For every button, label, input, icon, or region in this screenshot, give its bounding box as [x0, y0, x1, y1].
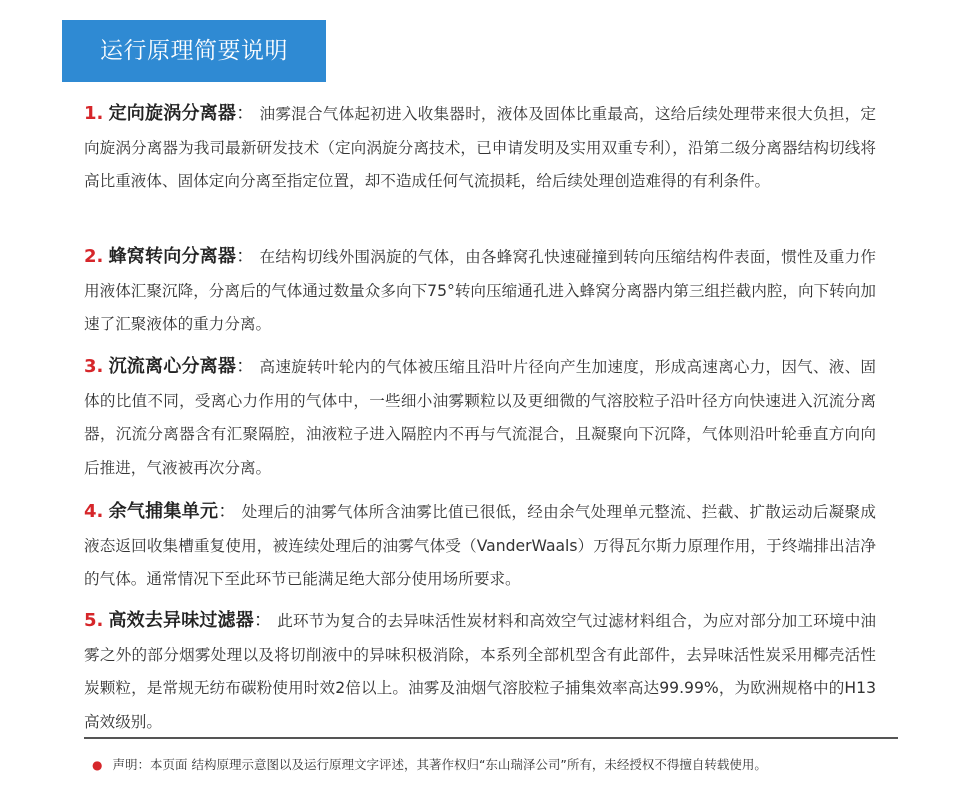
section-number: 1.: [84, 103, 104, 124]
section-body: 在结构切线外围涡旋的气体，由各蜂窝孔快速碰撞到转向压缩结构件表面，惯性及重力作用液体汇聚沉降，分离后的气体通过数量众多向下75°转向压缩通孔进入蜂窝分离器内第三组拦截内腔，向下转向加速了汇聚液体的重力分离。: [84, 248, 877, 333]
section-title: 蜂窝转向分离器: [108, 246, 237, 267]
section-number: 3.: [84, 356, 104, 377]
title-colon: ：: [236, 356, 255, 377]
bullet-icon: ●: [92, 758, 103, 772]
title-colon: ：: [236, 103, 255, 124]
title-colon: ：: [253, 610, 273, 631]
section-4: [84, 495, 876, 597]
section-title: 沉流离心分离器: [108, 356, 237, 377]
section-body: 高速旋转叶轮内的气体被压缩且沿叶片径向产生加速度，形成高速离心力，因气、液、固体的比值不同，受离心力作用的气体中，一些细小油雾颗粒以及更细微的气溶胶粒子沿叶径方向快速进入沉流分离器，沉流分离器含有汇聚隔腔，油液粒子进入隔腔内不再与气流混合，且凝聚向下沉降，气体则沿叶轮垂直方向向后推进，气液被再次分离。: [84, 358, 877, 477]
disclaimer-text: 声明：本页面 结构原理示意图以及运行原理文字评述，其著作权归“东山瑞泽公司”所有，未经授权不得擅自转载使用。: [112, 757, 767, 772]
section-5: [84, 604, 876, 739]
title-colon: ：: [218, 501, 237, 522]
section-number: 4.: [84, 501, 104, 522]
section-2: [84, 240, 876, 342]
section-title: 定向旋涡分离器: [108, 103, 237, 124]
section-body: 此环节为复合的去异味活性炭材料和高效空气过滤材料组合，为应对部分加工环境中油雾之外的部分烟雾处理以及将切削液中的异味积极消除，本系列全部机型含有此部件，去异味活性炭采用椰壳活性炭颗粒，是常规无纺布碳粉使用时效2倍以上。油雾及油烟气溶胶粒子捕集效率高达99.99%，为欧洲规格中的H13高效级别。: [84, 612, 877, 731]
section-header: [62, 20, 326, 82]
section-number: 2.: [84, 246, 104, 267]
header-title: 运行原理简要说明: [100, 38, 288, 64]
section-title: 高效去异味过滤器: [108, 610, 254, 631]
title-colon: ：: [236, 246, 255, 267]
footer-divider: [84, 737, 898, 739]
section-body: 油雾混合气体起初进入收集器时，液体及固体比重最高，这给后续处理带来很大负担，定向旋涡分离器为我司最新研发技术（定向涡旋分离技术，已申请发明及实用双重专利），沿第二级分离器结构切线将高比重液体、固体定向分离至指定位置，却不造成任何气流损耗，给后续处理创造难得的有利条件。: [84, 105, 877, 190]
section-number: 5.: [84, 610, 104, 631]
section-title: 余气捕集单元: [108, 501, 219, 522]
footer-disclaimer: [92, 755, 767, 773]
section-body: 处理后的油雾气体所含油雾比值已很低，经由余气处理单元整流、拦截、扩散运动后凝聚成液态返回收集槽重复使用，被连续处理后的油雾气体受（VanderWaals）万得瓦尔斯力原理作用，于终端排出洁净的气体。通常情况下至此环节已能满足绝大部分使用场所要求。: [84, 503, 876, 588]
section-3: [84, 350, 876, 485]
section-1: [84, 97, 876, 199]
